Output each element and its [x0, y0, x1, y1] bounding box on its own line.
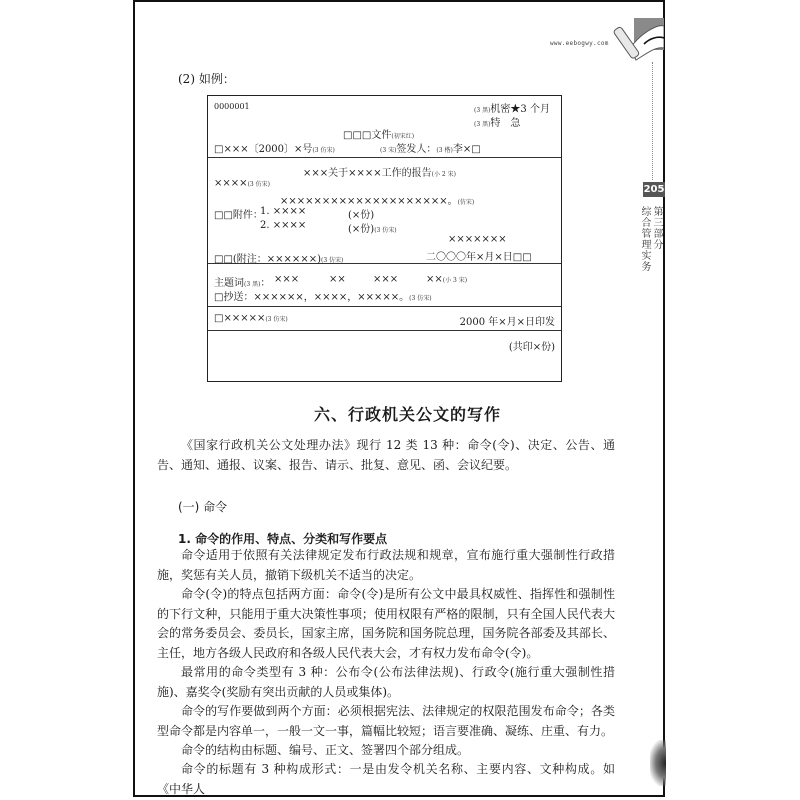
copies: (共印×份)	[508, 342, 555, 353]
cc-line: □抄送：××××××，××××，×××××。(3 仿宋)	[214, 292, 432, 303]
doc-print-section	[208, 307, 561, 331]
section-heading: 六、行政机关公文的写作	[313, 405, 501, 424]
doc-body: ××××××××××××××××××××。(仿宋)	[280, 196, 475, 207]
print-date: 2000 年×月×日印发	[459, 317, 555, 328]
paragraph-3: 最常用的命令类型有 3 种：公布令(公布法律法规)、行政令(施行重大强制性措施)、嘉奖令(奖励有突出贡献的人员或集体)。	[157, 665, 615, 699]
subsection-title: 1. 命令的作用、特点、分类和写作要点	[178, 532, 388, 546]
side-chapter-label	[639, 206, 662, 272]
paragraph-2: 命令(令)的特点包括两方面：命令(令)是所有公文中最具权威性、指挥性和强制性的下行文种，只能用于重大决策性事项；使用权限有严格的限制，只有全国人民代表大会的常务委员会、委员长，国家主席，国务院和国务院总理，国务院各部委及其部长、主任，地方各级人民政府和各级人民代表大会，才有权力发布命令(令)。	[157, 587, 615, 660]
keyword-2: ××	[329, 274, 346, 285]
doc-recipient: ××××(3 仿宋)	[214, 178, 270, 189]
paragraph-1: 命令适用于依照有关法律规定发布行政法规和规章，宣布施行重大强制性行政措施，奖惩有关人员，撤销下级机关不适当的决定。	[157, 548, 615, 582]
urgency: (3 黑)特 急	[474, 118, 521, 129]
keyword-4: ××(小 3 宋)	[426, 274, 468, 285]
keyword-1: ×××	[274, 274, 300, 285]
doc-body-section	[208, 158, 561, 264]
doc-number: □×××〔2000〕×号(3 仿宋)	[214, 144, 335, 155]
part-title: 综合管理实务	[639, 206, 650, 272]
doc-serial: 0000001	[214, 102, 250, 111]
scan-shadow	[650, 740, 666, 786]
secret-level: (3 黑)机密★3 个月	[474, 104, 550, 115]
part-label: 第三部分	[651, 206, 662, 250]
sender-org: ×××××××	[448, 234, 507, 245]
keyword-3: ×××	[373, 274, 399, 285]
doc-copies-section	[208, 331, 561, 357]
subheading: (一) 命令	[178, 500, 228, 514]
printer: □×××××(3 仿宋)	[214, 313, 288, 324]
attachment-1-count: (×份)	[348, 210, 375, 221]
website-url: www.eebogwy.com	[550, 40, 609, 47]
example-label: (2) 如例：	[178, 72, 235, 86]
signer: (3 宋)签发人：(3 楷)李×□	[380, 144, 481, 155]
margin-dotted-line	[652, 62, 653, 180]
doc-keywords-section	[208, 264, 561, 307]
intro-paragraph: 《国家行政机关公文处理办法》现行 12 类 13 种：命令(令)、决定、公告、通告、通知、通报、议案、报告、请示、批复、意见、函、会议纪要。	[157, 438, 615, 472]
attachment-label: □□附件：	[214, 210, 263, 221]
paragraph-6: 命令的标题有 3 种构成形式：一是由发令机关名称、主要内容、文种构成。如《中华人	[157, 762, 615, 796]
doc-title: ×××关于××××工作的报告(小 2 宋)	[303, 168, 456, 179]
attachment-2: 2. ××××	[260, 220, 307, 231]
scroll-hand-icon	[612, 18, 664, 64]
paragraph-5: 命令的结构由标题、编号、正文、签署四个部分组成。	[181, 743, 470, 757]
document-sample-box	[207, 95, 562, 382]
page-number-badge: 205	[643, 184, 665, 195]
paragraph-4: 命令的写作要做到两个方面：必须根据宪法、法律规定的权限范围发布命令；各类型命令都是内容单一，一般一文一事，篇幅比较短；语言要准确、凝练、庄重、有力。	[157, 704, 615, 738]
attachment-2-count: (×份)(3 仿宋)	[348, 224, 397, 235]
doc-header-section	[208, 96, 561, 158]
keywords-label: 主题词(3 黑)：	[214, 278, 271, 289]
sender-date: 二〇〇〇年×月×日□□	[426, 252, 532, 263]
issuer: □□□文件(初宋红)	[343, 130, 415, 141]
attachment-1: 1. ××××	[260, 206, 307, 217]
doc-remark: □□(附注：××××××)(3 仿宋)	[214, 254, 344, 265]
